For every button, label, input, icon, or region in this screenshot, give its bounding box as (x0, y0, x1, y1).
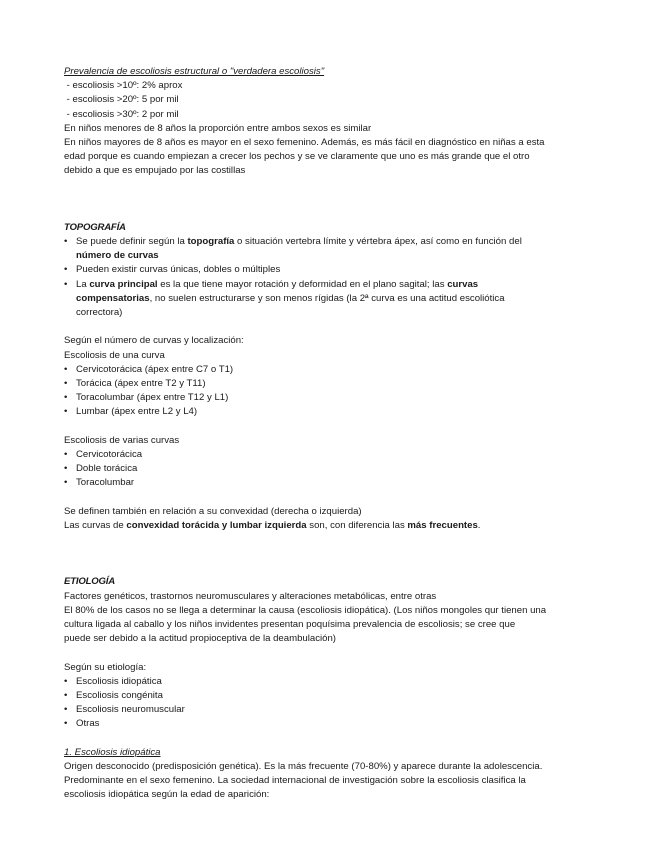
una-curva-title: Escoliosis de una curva (64, 349, 165, 361)
etiologia-text: cultura ligada al caballo y los niños invidentes presentan poquísima prevalencia de escoliosis; se cree que (64, 619, 516, 631)
prevalencia-item: - escoliosis >30º: 2 por mil (64, 108, 179, 120)
text-span: La (76, 278, 90, 290)
bold-term: más frecuentes (407, 520, 478, 532)
bold-term: compensatorias (76, 292, 150, 304)
list-item (64, 263, 594, 277)
bold-term: curva principal (89, 278, 158, 290)
list-item: • Escoliosis congénita (64, 689, 594, 703)
list-item: • Escoliosis idiopática (64, 675, 594, 689)
convexidad-text: Se definen también en relación a su convexidad (derecha o izquierda) (64, 505, 362, 517)
text-span: es la que tiene mayor rotación y deformidad en el plano sagital; las (157, 278, 448, 290)
idiopatica-text: Predominante en el sexo femenino. La sociedad internacional de investigación sobre la escoliosis clasifica la (64, 775, 526, 787)
list-item: • Cervicotorácica (64, 448, 594, 462)
etiologia-heading: ETIOLOGÍA (64, 576, 115, 588)
prevalencia-title: Prevalencia de escoliosis estructural o "verdadera escoliosis" (64, 66, 325, 77)
topografia-bullets (64, 235, 594, 320)
prevalencia-text: edad porque es cuando empiezan a crecer los pechos y se ve claramente que uno es más grande que el otro (64, 151, 530, 163)
bold-term: convexidad torácida y lumbar izquierda (126, 520, 307, 532)
bold-term: topografía (187, 236, 235, 248)
prevalencia-item: - escoliosis >20º: 5 por mil (64, 94, 179, 106)
list-item: • Cervicotorácica (ápex entre C7 o T1) (64, 363, 594, 377)
text-span: Se puede definir según la (76, 236, 188, 248)
list-item: • Otras (64, 717, 594, 731)
text-span: son, con diferencia las (306, 520, 408, 532)
idiopatica-text: escoliosis idiopática según la edad de aparición: (64, 789, 270, 801)
document-page (64, 65, 594, 803)
list-item (64, 235, 594, 263)
text-span: correctora) (76, 307, 123, 319)
text-span: Las curvas de (64, 520, 127, 532)
etiologia-text: puede ser debido a la actitud propioceptiva de la deambulación) (64, 633, 337, 645)
topografia-heading: TOPOGRAFÍA (64, 221, 126, 233)
list-item: • Doble torácica (64, 462, 594, 476)
bold-term: número de curvas (76, 250, 159, 262)
list-item: • Torácica (ápex entre T2 y T11) (64, 377, 594, 391)
etiologia-text: Factores genéticos, trastornos neuromusculares y alteraciones metabólicas, entre otras (64, 590, 437, 602)
list-item: • Toracolumbar (ápex entre T12 y L1) (64, 391, 594, 405)
list-item: • Toracolumbar (64, 476, 594, 490)
etiologia-text: El 80% de los casos no se llega a determinar la causa (escoliosis idiopática). (Los niños mongoles qur tienen una (64, 604, 547, 616)
text-span: . (477, 520, 481, 532)
prevalencia-text: En niños menores de 8 años la proporción entre ambos sexos es similar (64, 122, 372, 134)
list-item (64, 278, 594, 321)
segun-etiologia-text: Según su etiología: (64, 661, 147, 673)
etiologia-list (64, 675, 594, 732)
varias-curvas-title: Escoliosis de varias curvas (64, 434, 180, 446)
text-span: , no suelen estructurarse y son menos rígidas (la 2ª curva es una actitud escoliótica (149, 292, 505, 304)
varias-curvas-list (64, 448, 594, 491)
text-span: Pueden existir curvas únicas, dobles o múltiples (76, 264, 281, 276)
idiopatica-text: Origen desconocido (predisposición genética). Es la más frecuente (70-80%) y aparece durante la adolescencia. (64, 761, 543, 773)
prevalencia-text: En niños mayores de 8 años es mayor en el sexo femenino. Además, es más fácil en diagnóstico en niñas a esta (64, 137, 545, 149)
convexidad-frecuentes-text (64, 519, 594, 533)
list-item: • Lumbar (ápex entre L2 y L4) (64, 405, 594, 419)
text-span: o situación vertebra límite y vértebra ápex, así como en función del (234, 236, 522, 248)
prevalencia-item: - escoliosis >10º: 2% aprox (64, 80, 183, 92)
una-curva-list (64, 363, 594, 420)
bold-term: curvas (447, 278, 479, 290)
prevalencia-text: debido a que es empujado por las costillas (64, 165, 246, 177)
idiopatica-title: 1. Escoliosis idiopática (64, 746, 161, 758)
segun-numero-text: Según el número de curvas y localización: (64, 335, 244, 347)
list-item: • Escoliosis neuromuscular (64, 703, 594, 717)
